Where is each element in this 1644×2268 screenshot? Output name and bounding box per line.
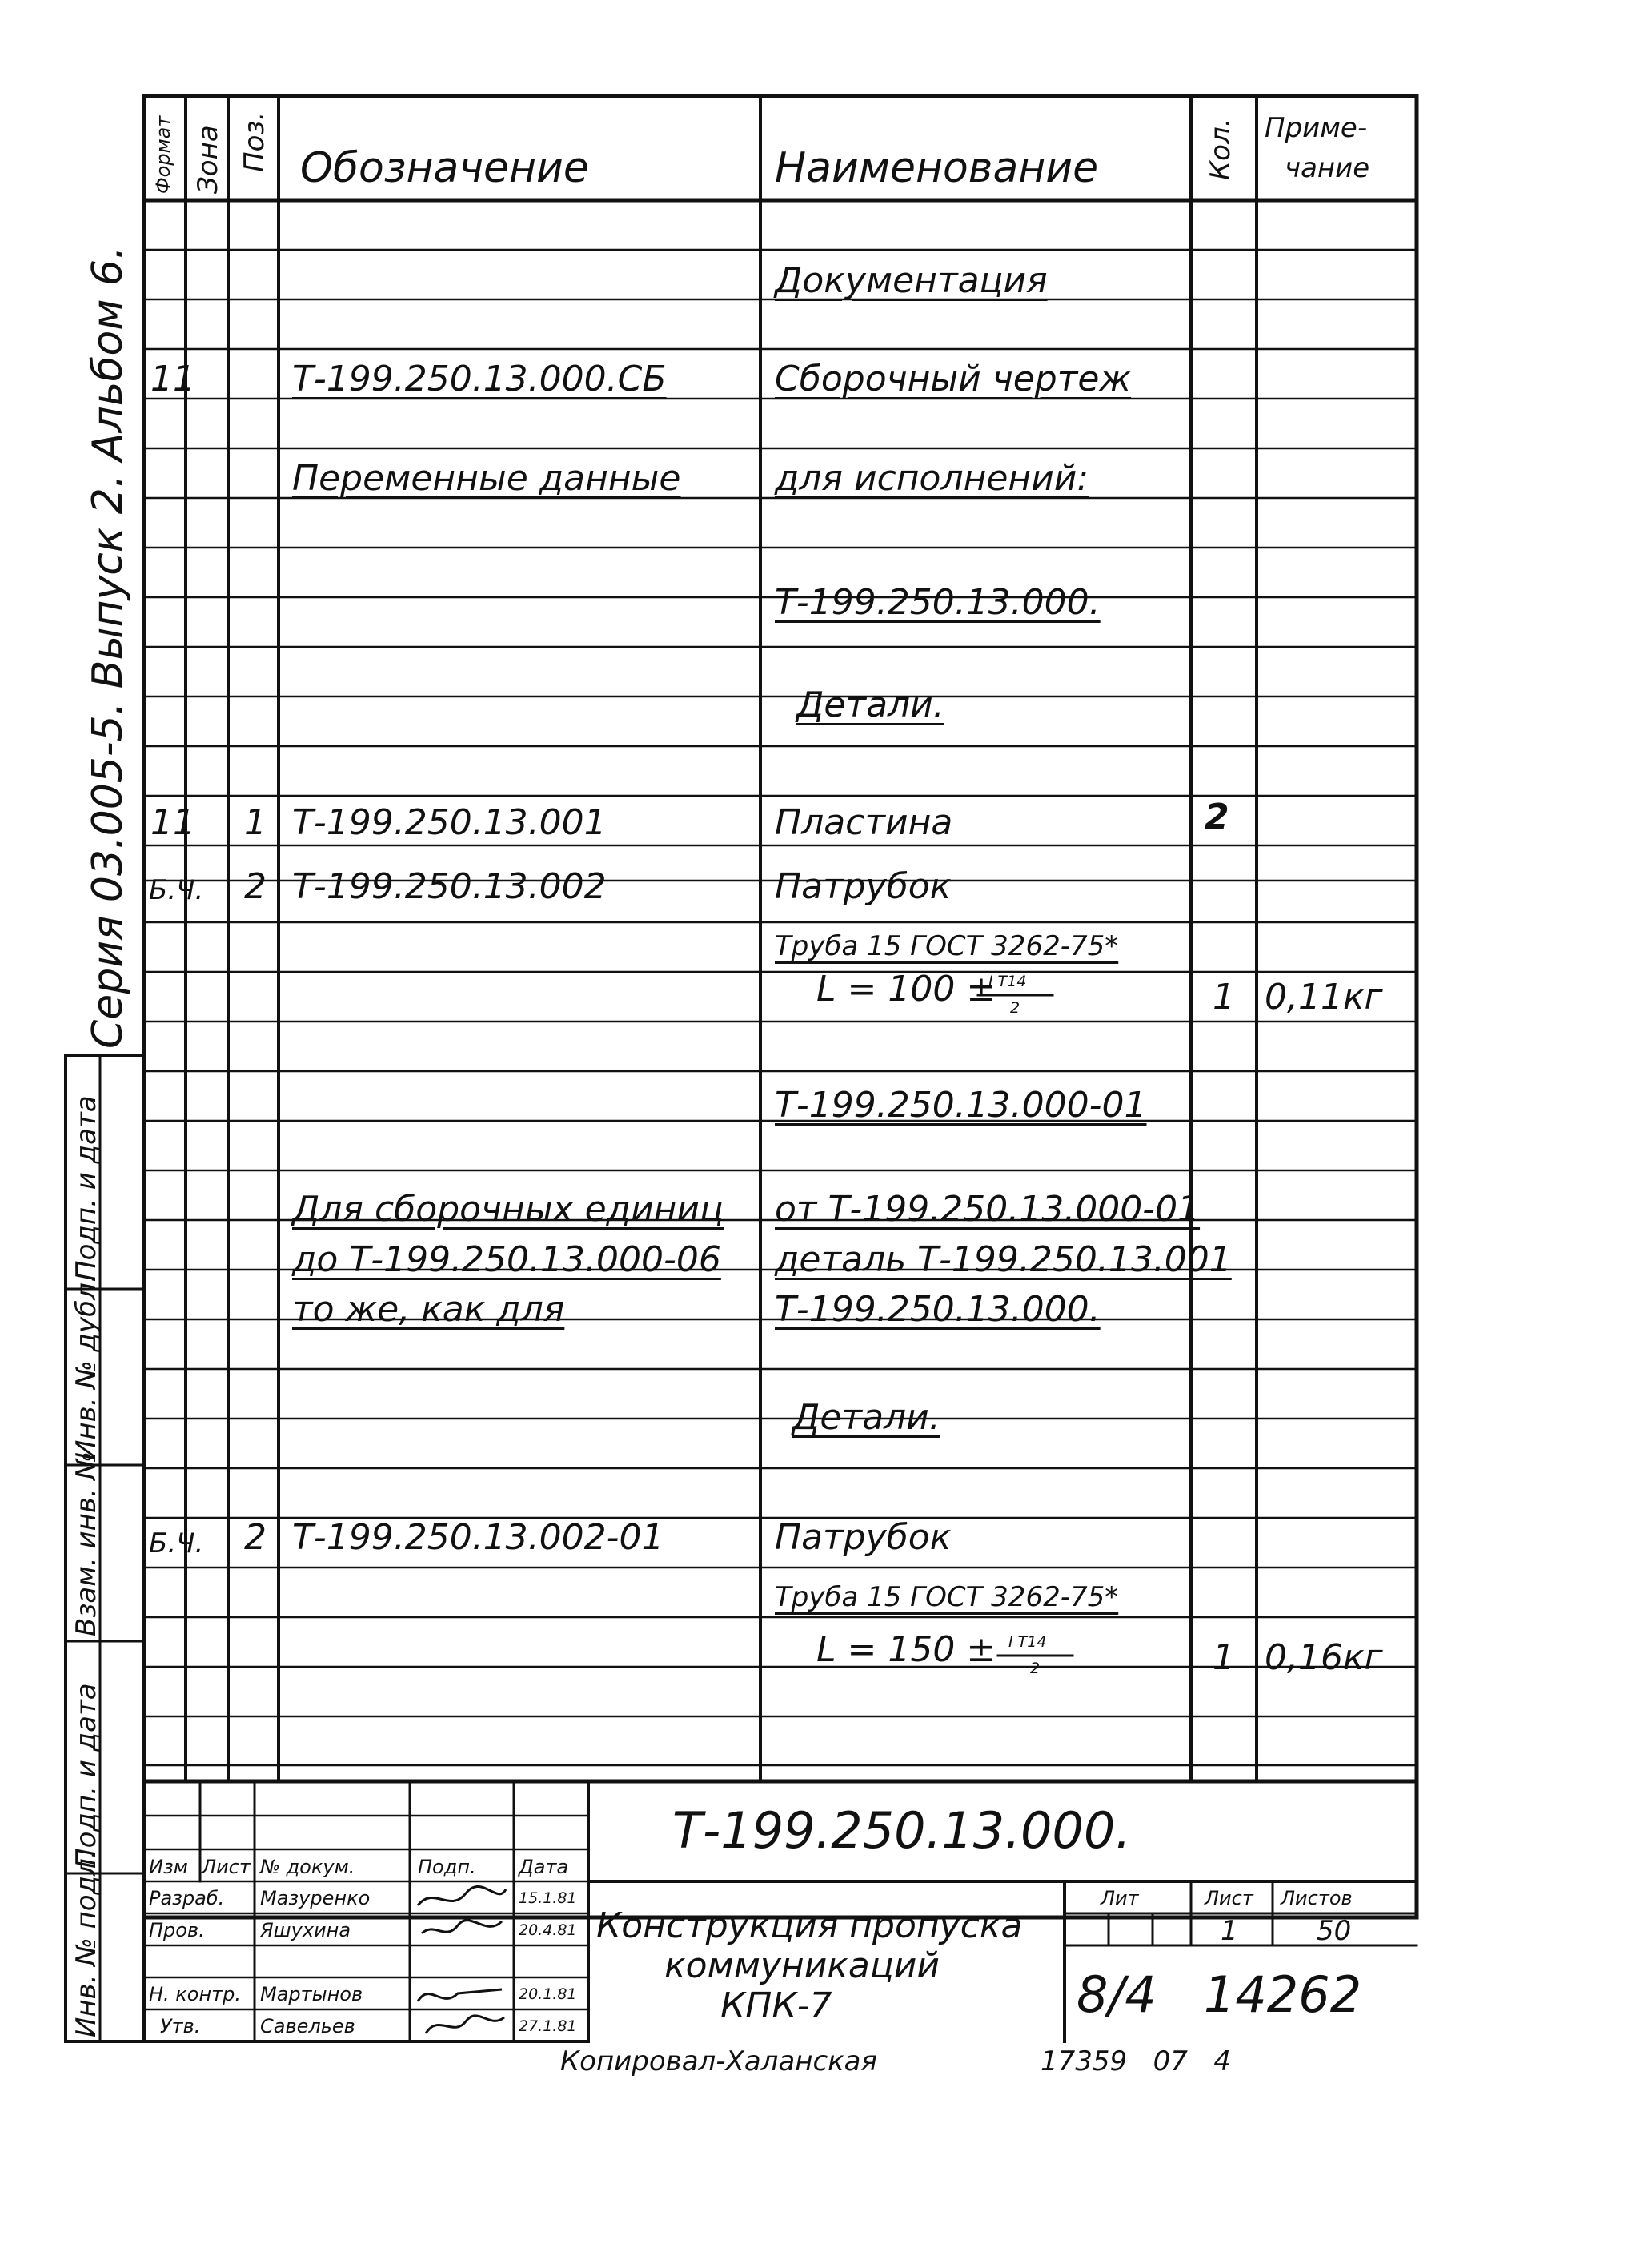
row-name: Труба 15 ГОСТ 3262-75* (775, 930, 1119, 962)
row-designation: Для сборочных единиц (292, 1189, 724, 1230)
row-designation: то же, как для (292, 1289, 565, 1330)
row-format: 11 (150, 359, 195, 399)
role-person: Савельев (260, 2015, 355, 2037)
row-pos: 1 (244, 802, 267, 843)
row-format: 11 (150, 802, 195, 843)
row-format: Б.Ч. (149, 874, 204, 906)
row-name: деталь Т-199.250.13.001 (775, 1239, 1232, 1280)
margin-orig-inv: Инв. № подл. (70, 1849, 102, 2037)
role-label: Н. контр. (149, 1983, 242, 2005)
header-note-1: Приме- (1265, 112, 1368, 144)
col-list: Лист (202, 1856, 251, 1878)
row-format: Б.Ч. (149, 1527, 204, 1560)
col-sign: Подп. (418, 1856, 476, 1878)
lit-label: Лит (1101, 1887, 1139, 1909)
row-note: 0,11кг (1265, 977, 1383, 1018)
margin-sign-date-2: Подп. и дата (70, 1683, 102, 1869)
sheets-value: 50 (1317, 1915, 1352, 1947)
row-name: для исполнений: (775, 458, 1089, 499)
title-line-2: коммуникаций (664, 1945, 940, 1986)
header-qty: Кол. (1205, 118, 1237, 180)
row-tolerance-numerator: I T14 (988, 973, 1027, 990)
row-name: Сборочный чертеж (775, 359, 1132, 399)
row-tolerance-denominator: 2 (1030, 1660, 1041, 1677)
header-note-2: чание (1285, 152, 1370, 184)
row-qty: 2 (1205, 797, 1229, 837)
row-formula: L = 150 ± (816, 1629, 996, 1670)
doc-number: Т-199.250.13.000. (672, 1801, 1131, 1860)
copied-by: Копировал-Халанская (560, 2045, 877, 2077)
row-name: Т-199.250.13.000. (775, 1289, 1101, 1330)
row-name: Т-199.250.13.000-01 (775, 1085, 1147, 1126)
row-pos: 2 (244, 866, 267, 907)
header-pos: Поз. (239, 111, 271, 172)
col-izm: Изм (149, 1856, 188, 1878)
margin-sign-date-1: Подп. и дата (70, 1095, 102, 1281)
margin-dupl-inv: Инв. № дубл. (70, 1274, 102, 1460)
role-label: Утв. (160, 2015, 201, 2037)
role-person: Мартынов (260, 1983, 363, 2005)
row-designation: до Т-199.250.13.000-06 (292, 1239, 721, 1280)
role-date: 15.1.81 (519, 1889, 577, 1907)
row-name: Т-199.250.13.000. (775, 582, 1101, 623)
role-person: Яшухина (260, 1919, 351, 1941)
row-qty: 1 (1213, 977, 1235, 1018)
row-name: Патрубок (775, 866, 952, 907)
role-person: Мазуренко (260, 1887, 371, 1909)
col-date: Дата (519, 1856, 569, 1878)
row-note: 0,16кг (1265, 1637, 1383, 1678)
title-line-1: Конструкция пропуска (596, 1905, 1023, 1946)
col-doc: № докум. (260, 1856, 355, 1878)
row-designation: Т-199.250.13.001 (292, 802, 607, 843)
signatures (410, 1881, 514, 2041)
section-details-2: Детали. (792, 1397, 940, 1438)
sheet-value: 1 (1221, 1915, 1238, 1947)
row-name: от Т-199.250.13.000-01 (775, 1189, 1201, 1230)
row-name: Патрубок (775, 1517, 952, 1558)
row-name: Труба 15 ГОСТ 3262-75* (775, 1581, 1119, 1613)
role-date: 27.1.81 (519, 2017, 577, 2035)
row-designation: Переменные данные (292, 458, 681, 499)
sheets-label: Листов (1281, 1887, 1353, 1909)
sheet-label: Лист (1205, 1887, 1253, 1909)
archive-code: 8/4 14262 (1077, 1965, 1362, 2024)
row-designation: Т-199.250.13.000.СБ (292, 359, 667, 399)
row-designation: Т-199.250.13.002 (292, 866, 607, 907)
row-name: Пластина (775, 802, 953, 843)
header-designation: Обозначение (300, 144, 589, 192)
role-date: 20.1.81 (519, 1985, 577, 2003)
series-label: Серия 03.005-5. Выпуск 2. Альбом 6. (84, 246, 132, 1049)
section-details-1: Детали. (796, 684, 944, 725)
row-tolerance-denominator: 2 (1010, 999, 1020, 1017)
header-name: Наименование (775, 144, 1099, 192)
role-date: 20.4.81 (519, 1921, 577, 1939)
row-pos: 2 (244, 1517, 267, 1558)
row-designation: Т-199.250.13.002-01 (292, 1517, 664, 1558)
row-qty: 1 (1213, 1637, 1235, 1678)
header-zone: Зона (192, 125, 224, 194)
section-documentation: Документация (775, 260, 1048, 301)
copy-number: 17359 07 4 (1041, 2045, 1231, 2077)
role-label: Разраб. (149, 1887, 225, 1909)
header-format: Формат (152, 115, 174, 194)
title-line-3: КПК-7 (720, 1985, 832, 2026)
role-label: Пров. (149, 1919, 205, 1941)
margin-replace-inv: Взам. инв. № (70, 1451, 102, 1636)
row-formula: L = 100 ± (816, 969, 996, 1010)
row-tolerance-numerator: I T14 (1008, 1633, 1047, 1651)
